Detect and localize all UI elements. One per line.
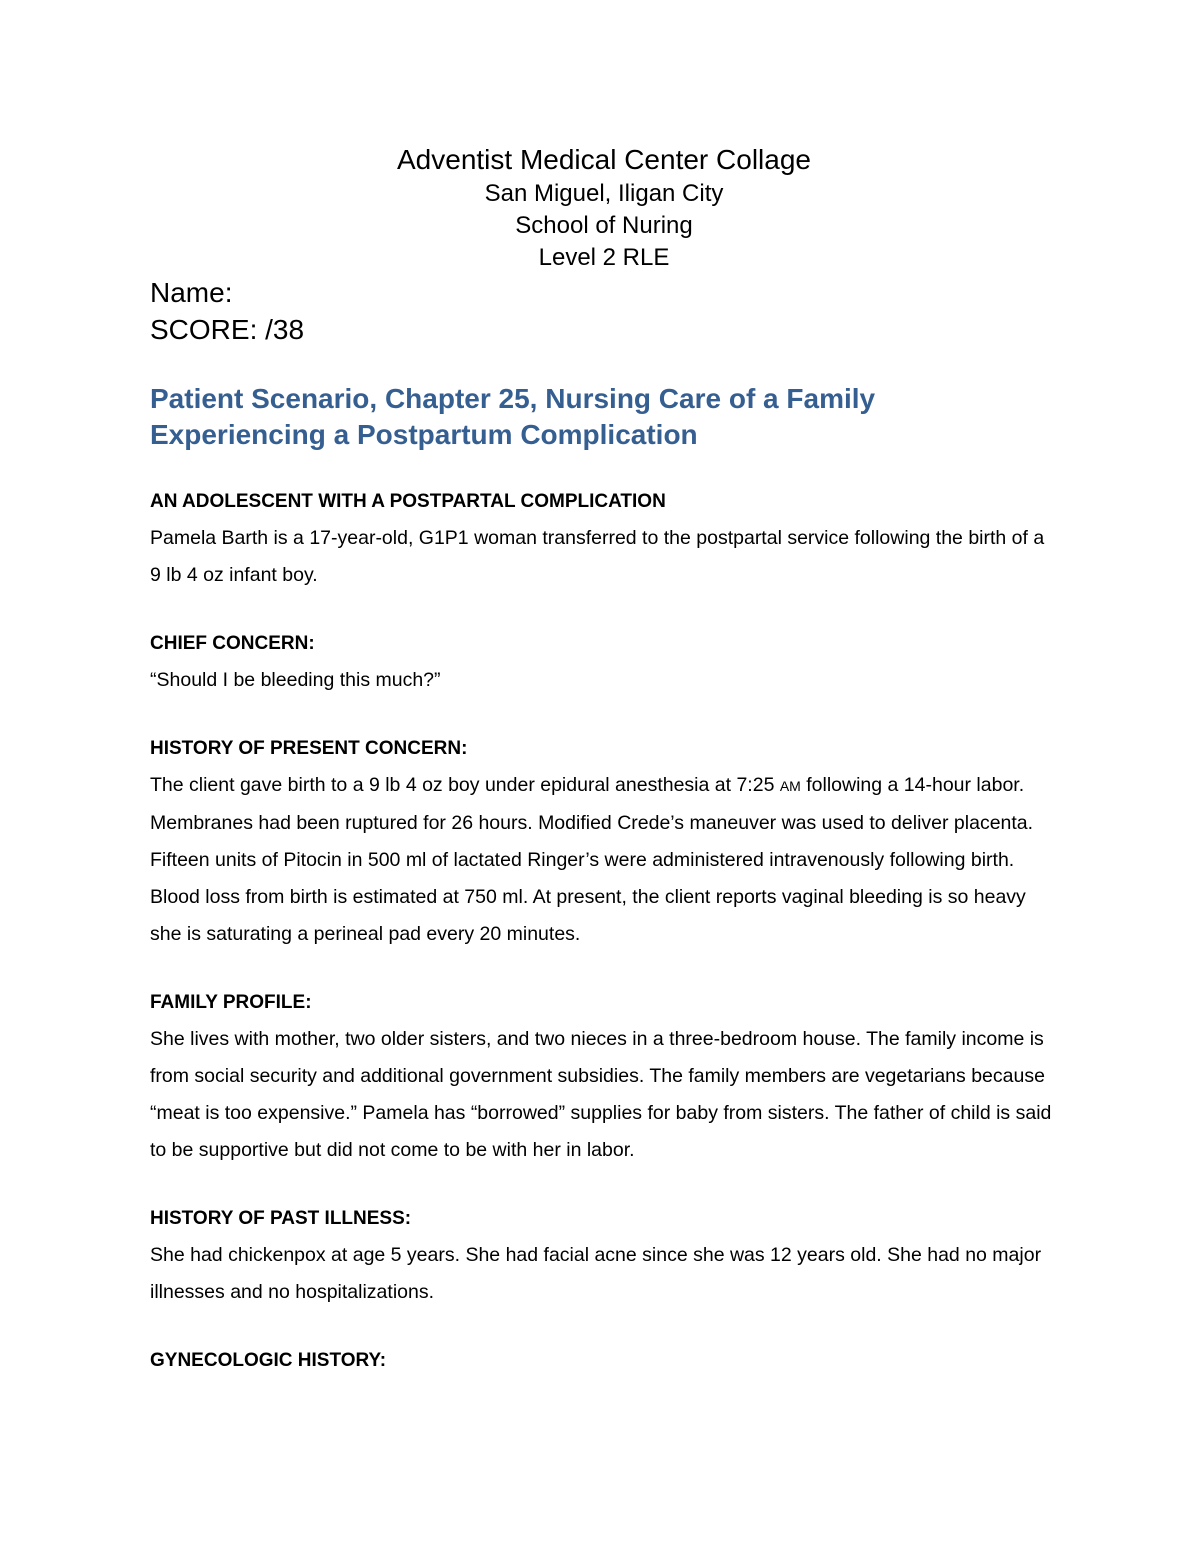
body-text-end: following a 14-hour labor. Membranes had been ruptured for 26 hours. Modified Crede’s maneuver was used to deliver placenta. Fifteen units of Pitocin in 500 ml of lactated Ringer’s were administered intravenously following birth. Blood loss from birth is estimated at 750 ml. At present, the client reports vaginal bleeding is so heavy she is saturating a perineal pad every 20 minutes.: [150, 774, 1034, 945]
institution-name: Adventist Medical Center Collage: [397, 144, 811, 175]
student-info: [150, 274, 304, 348]
section-heading: GYNECOLOGIC HISTORY:: [150, 1350, 387, 1371]
section-present-concern: [150, 735, 1060, 953]
section-body: She had chickenpox at age 5 years. She had facial acne since she was 12 years old. She had no major illnesses and no hospitalizations.: [150, 1244, 1042, 1303]
document-body: [150, 488, 1060, 1411]
section-chief-concern: [150, 630, 1060, 699]
institution-location: San Miguel, Iligan City: [484, 180, 724, 207]
section-heading: CHIEF CONCERN:: [150, 633, 315, 654]
section-heading: FAMILY PROFILE:: [150, 992, 312, 1013]
time-suffix: AM: [779, 778, 801, 794]
section-family-profile: [150, 989, 1060, 1169]
section-body: “Should I be bleeding this much?”: [150, 669, 441, 691]
score-label: SCORE: /38: [150, 314, 305, 345]
section-past-illness: [150, 1205, 1060, 1311]
name-label: Name:: [150, 277, 233, 308]
course-level: Level 2 RLE: [538, 244, 670, 271]
document-header: [0, 142, 1200, 274]
section-body: [150, 767, 1060, 953]
body-text-start: The client gave birth to a 9 lb 4 oz boy under epidural anesthesia at 7:25: [150, 774, 780, 796]
section-heading: AN ADOLESCENT WITH A POSTPARTAL COMPLICATION: [150, 491, 666, 512]
section-adolescent: [150, 488, 1060, 594]
section-heading: HISTORY OF PRESENT CONCERN:: [150, 738, 468, 759]
scenario-title: Patient Scenario, Chapter 25, Nursing Care of a Family Experiencing a Postpartum Complication: [150, 383, 876, 450]
section-gynecologic-history: [150, 1347, 1060, 1375]
section-heading: HISTORY OF PAST ILLNESS:: [150, 1208, 412, 1229]
section-body: Pamela Barth is a 17-year-old, G1P1 woman transferred to the postpartal service following the birth of a 9 lb 4 oz infant boy.: [150, 527, 1045, 586]
school-name: School of Nuring: [515, 212, 693, 239]
section-body: She lives with mother, two older sisters, and two nieces in a three-bedroom house. The family income is from social security and additional government subsidies. The family members are vegetarians because “meat is too expensive.” Pamela has “borrowed” supplies for baby from sisters. The father of child is said to be supportive but did not come to be with her in labor.: [150, 1028, 1052, 1161]
